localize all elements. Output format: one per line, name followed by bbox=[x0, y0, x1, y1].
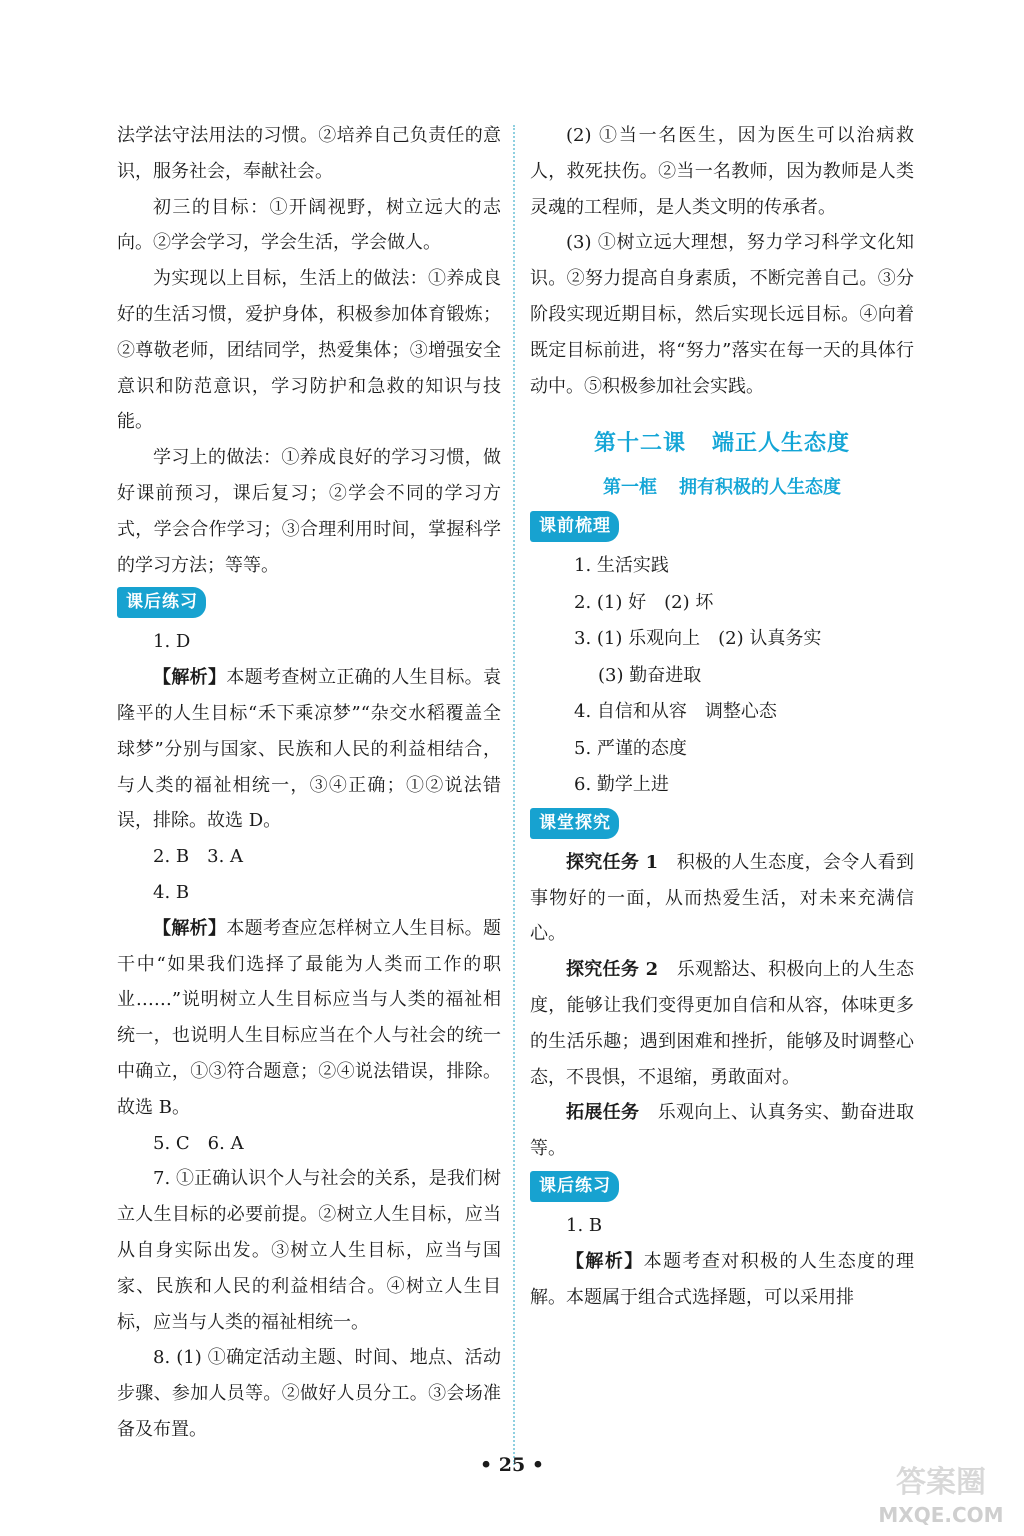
paragraph: 学习上的做法：①养成良好的学习习惯，做好课前预习，课后复习；②学会不同的学习方式，学会合作学习；③合理利用时间，掌握科学的学习方法；等等。 bbox=[117, 447, 501, 576]
analysis-label: 【解析】 bbox=[566, 1250, 644, 1272]
list-item: 6. 勤学上进 bbox=[574, 774, 669, 796]
watermark-text: 答案圈 bbox=[896, 1465, 986, 1500]
task-label: 探究任务 1 bbox=[566, 851, 659, 873]
page-number: • 25 • bbox=[480, 1454, 544, 1476]
analysis-paragraph: 【解析】本题考查对积极的人生态度的理解。本题属于组合式选择题，可以采用排 bbox=[530, 1250, 915, 1308]
list-item: 2. (1) 好 (2) 坏 bbox=[574, 591, 714, 613]
section-tag-classroom-inquiry: 课堂探究 bbox=[530, 808, 619, 839]
section-tag-after-class-exercise: 课后练习 bbox=[530, 1171, 619, 1202]
analysis-label: 【解析】 bbox=[153, 667, 227, 689]
column-divider bbox=[513, 125, 515, 1465]
answer-item: 2. B 3. A bbox=[153, 846, 244, 868]
analysis-text: 本题考查树立正确的人生目标。袁隆平的人生目标“禾下乘凉梦”“杂交水稻覆盖全球梦”分别与国家、民族和人民的利益相结合，与人类的福祉相统一，③④正确；①②说法错误，排除。故选 D。 bbox=[117, 667, 502, 832]
answer-item: 8. (1) ①确定活动主题、时间、地点、活动步骤、参加人员等。②做好人员分工。③会场准备及布置。 bbox=[117, 1347, 501, 1440]
analysis-paragraph bbox=[117, 911, 501, 1126]
lesson-heading: 第十二课 端正人生态度 bbox=[593, 431, 851, 457]
analysis-paragraph bbox=[117, 660, 501, 839]
watermark-url: MXQE.COM bbox=[878, 1503, 1004, 1527]
list-item: 3. (1) 乐观向上 (2) 认真务实 bbox=[574, 628, 822, 650]
answer-item: 5. C 6. A bbox=[153, 1132, 244, 1154]
paragraph: (2) ①当一名医生，因为医生可以治病救人，救死扶伤。②当一名教师，因为教师是人类灵魂的工程师，是人类文明的传承者。 bbox=[530, 125, 914, 218]
task-paragraph: 探究任务 1 积极的人生态度，会令人看到事物好的一面，从而热爱生活，对未来充满信心。 bbox=[530, 851, 915, 945]
frame-heading: 第一框 拥有积极的人生态度 bbox=[603, 477, 841, 499]
paragraph: (3) ①树立远大理想，努力学习科学文化知识。②努力提高自身素质，不断完善自己。③分阶段实现近期目标，然后实现长远目标。④向着既定目标前进，将“努力”落实在每一天的具体行动中。⑤积极参加社会实践。 bbox=[530, 232, 914, 397]
left-column bbox=[117, 118, 501, 1448]
analysis-text: 本题考查应怎样树立人生目标。题干中“如果我们选择了最能为人类而工作的职业……”说明树立人生目标应当与人类的福祉相统一，也说明人生目标应当在个人与社会的统一中确立，①③符合题意；②④说法错误，排除。故选 B。 bbox=[117, 917, 502, 1118]
paragraph: 为实现以上目标，生活上的做法：①养成良好的生活习惯，爱护身体，积极参加体育锻炼；②尊敬老师，团结同学，热爱集体；③增强安全意识和防范意识，学习防护和急救的知识与技能。 bbox=[117, 268, 501, 433]
task-label: 探究任务 2 bbox=[566, 959, 659, 981]
section-tag-pre-class-review: 课前梳理 bbox=[530, 511, 619, 542]
section-tag-after-class-exercise: 课后练习 bbox=[117, 587, 206, 618]
list-item: 4. 自信和从容 调整心态 bbox=[574, 701, 777, 723]
task-label: 拓展任务 bbox=[566, 1102, 640, 1124]
list-item: 1. 生活实践 bbox=[574, 555, 669, 577]
list-item: 5. 严谨的态度 bbox=[574, 737, 687, 759]
answer-item: 4. B bbox=[153, 881, 190, 903]
answer-item: 1. B bbox=[566, 1215, 603, 1237]
paragraph: 初三的目标：①开阔视野，树立远大的志向。②学会学习，学会生活，学会做人。 bbox=[117, 196, 501, 254]
task-paragraph: 拓展任务 乐观向上、认真务实、勤奋进取等。 bbox=[530, 1102, 915, 1160]
right-column bbox=[530, 118, 914, 1315]
task-paragraph: 探究任务 2 乐观豁达、积极向上的人生态度，能够让我们变得更加自信和从容，体味更多的生活乐趣；遇到困难和挫折，能够及时调整心态，不畏惧，不退缩，勇敢面对。 bbox=[530, 959, 915, 1088]
answer-item: 1. D bbox=[153, 631, 191, 653]
list-item: (3) 勤奋进取 bbox=[598, 664, 702, 686]
watermark-logo bbox=[866, 1452, 1016, 1530]
analysis-label: 【解析】 bbox=[153, 917, 227, 939]
answer-item: 7. ①正确认识个人与社会的关系，是我们树立人生目标的必要前提。②树立人生目标，应当从自身实际出发。③树立人生目标，应当与国家、民族和人民的利益相结合。④树立人生目标，应当与人类的福祉相统一。 bbox=[117, 1168, 501, 1333]
paragraph: 法学法守法用法的习惯。②培养自己负责任的意识，服务社会，奉献社会。 bbox=[117, 125, 501, 182]
